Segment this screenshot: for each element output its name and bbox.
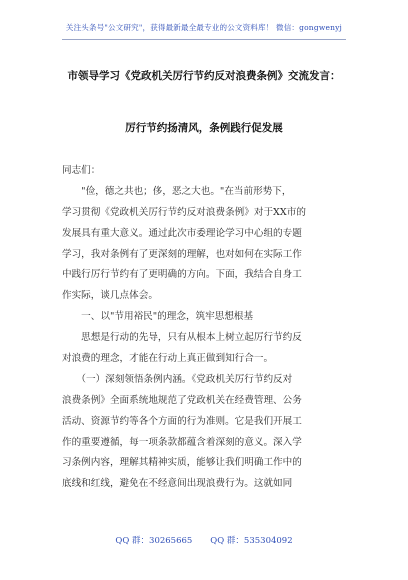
body-line: 发展具有重大意义。通过此次市委理论学习中心组的专题 xyxy=(62,227,302,239)
body-line: 习条例内容，理解其精神实质，能够让我们明确工作中的 xyxy=(62,457,302,469)
document-title: 市领导学习《党政机关厉行节约反对浪费条例》交流发言： xyxy=(67,70,341,82)
body-line: 作的重要遵循，每一项条款都蕴含着深刻的意义。深入学 xyxy=(62,436,302,448)
document-body xyxy=(62,161,346,495)
body-line: 对浪费的理念，才能在行动上真正做到知行合一。 xyxy=(62,353,274,365)
document-subtitle: 厉行节约扬清风，条例践行促发展 xyxy=(125,122,283,134)
body-line: 中践行厉行节约有了更明确的方向。下面，我结合自身工 xyxy=(62,269,302,281)
body-line: 浪费条例》全面系统地规范了党政机关在经费管理、公务 xyxy=(62,394,302,406)
body-line: "俭，德之共也；侈，恶之大也。"在当前形势下， xyxy=(62,185,292,197)
footer xyxy=(0,534,408,546)
body-line: 作实际，谈几点体会。 xyxy=(62,290,158,302)
body-line: （一）深刻领悟条例内涵。《党政机关厉行节约反对 xyxy=(62,373,293,385)
body-line: 同志们： xyxy=(62,165,101,176)
body-line: 学习，我对条例有了更深刻的理解，也对如何在实际工作 xyxy=(62,248,302,260)
header-note: 关注头条号"公文研究"，获得最新最全最专业的公文资料库！ 微信：gongwenyj xyxy=(65,23,343,32)
body-line: 学习贯彻《党政机关厉行节约反对浪费条例》对于XX市的 xyxy=(62,206,306,218)
body-line: 思想是行动的先导，只有从根本上树立起厉行节约反 xyxy=(62,332,302,344)
footer-qq-left: QQ 群：30265665 xyxy=(115,536,193,546)
section-heading: 一、以"节用裕民"的理念，筑牢思想根基 xyxy=(62,311,254,323)
body-line: 活动、资源节约等各个方面的行为准则。它是我们开展工 xyxy=(62,415,302,427)
footer-qq-right: QQ 群：535304092 xyxy=(210,536,293,546)
header-divider xyxy=(62,39,346,40)
body-line: 底线和红线，避免在不经意间出现浪费行为。这就如同 xyxy=(62,478,293,490)
